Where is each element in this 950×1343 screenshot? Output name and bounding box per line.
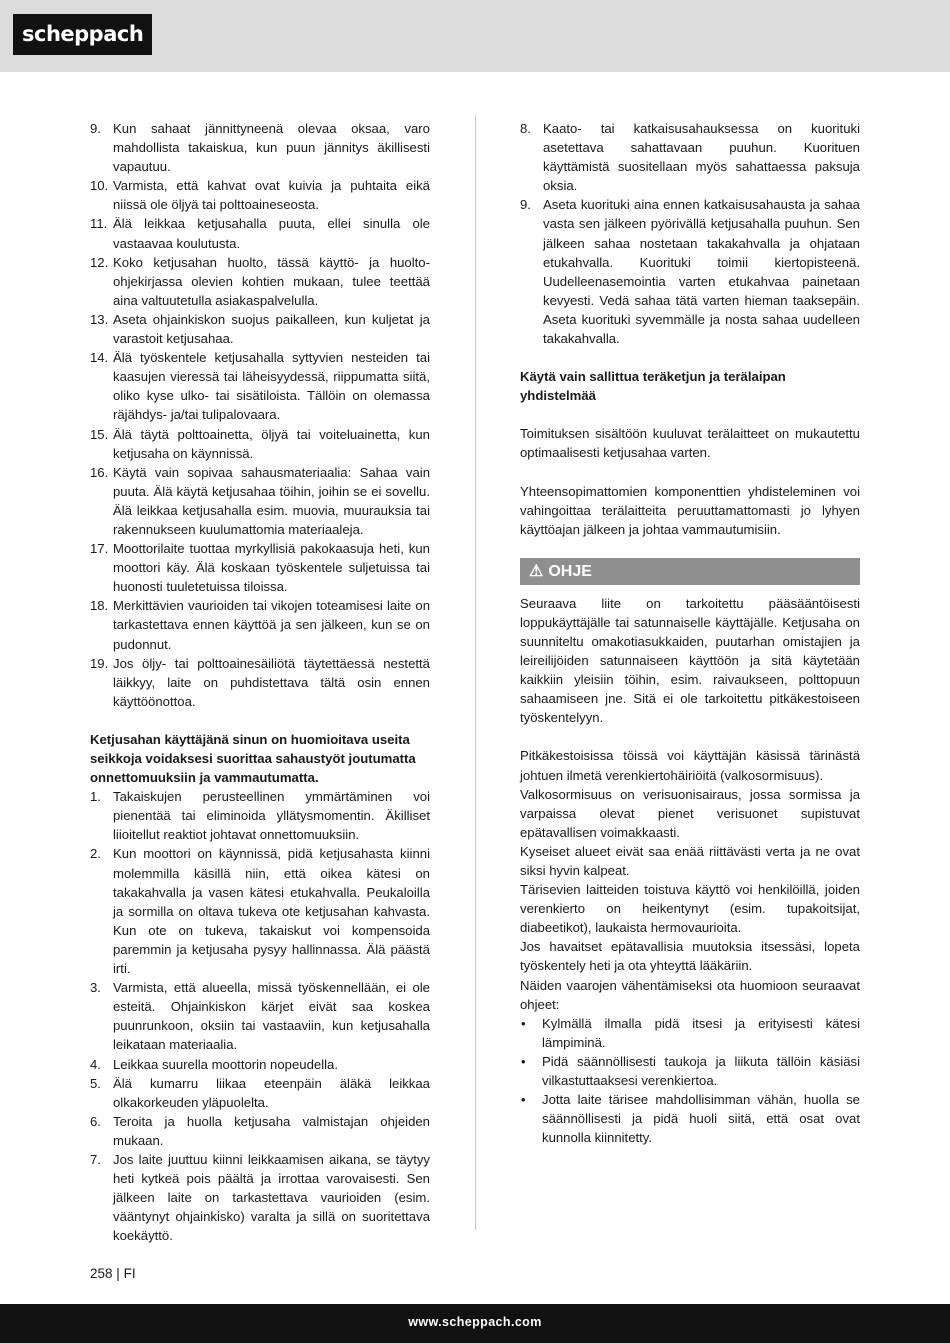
bullet-text: Kylmällä ilmalla pidä itsesi ja erityisesti kätesi lämpiminä. (542, 1015, 860, 1050)
list-item (90, 463, 430, 539)
list-item-number: 12. (90, 254, 109, 270)
paragraph-nerve-damage: Tärisevien laitteiden toistuva käyttö voi henkilöillä, joiden verenkierto on heikentynyt (esim. tupakoitsijat, diabeetikot), laukaista hermovaurioita. (520, 882, 860, 936)
list-item (90, 1112, 430, 1150)
list-item (90, 310, 430, 348)
column-divider (475, 115, 476, 1230)
list-item-number: 2. (90, 846, 101, 862)
language-code: FI (123, 1266, 136, 1281)
usage-list (90, 787, 430, 1245)
list-item-number: 6. (90, 1113, 101, 1129)
paragraph-blood-flow: Kyseiset alueet eivät saa enää riittävästi verta ja ne ovat siksi hyvin kalpeat. (520, 843, 860, 878)
list-item-number: 17. (90, 541, 109, 557)
page-number (90, 1266, 136, 1281)
paragraph-white-finger: Valkosormisuus on verisuonisairaus, jossa sormissa ja varpaissa olevat pienet verisuonet supistuvat epätavallisen voimakkaasti. (520, 786, 860, 840)
paragraph-incompatible: Yhteensopimattomien komponenttien yhdisteleminen voi vahingoittaa terälaitteita peruuttamattomasti jo lyhyen käyttöajan jälkeen ja johtaa vammautumisiin. (520, 483, 860, 537)
list-item (90, 844, 430, 978)
list-item (520, 195, 860, 348)
list-item (90, 119, 430, 176)
bullet-mark: • (521, 1015, 526, 1031)
list-item-text: Aseta ohjainkiskon suojus paikalleen, kun kuljetat ja varastoit ketjusahaa. (113, 311, 430, 347)
support-list (520, 119, 860, 348)
page-number-value: 258 (90, 1266, 113, 1281)
warning-triangle-icon: ⚠ (529, 562, 544, 580)
list-item-number: 10. (90, 178, 109, 194)
list-item-text: Teroita ja huolla ketjusaha valmistajan ohjeiden mukaan. (113, 1113, 430, 1148)
notice-text: Seuraava liite on tarkoitettu pääsääntöisesti loppukäyttäjälle tai satunnaiselle käyttäjälle. Ketjusaha on suunniteltu omakotiasukkaiden, puutarhan omistajien ja leireilijöiden satunnaiseen käyttöön ja sitä käytetään kaikkiin yleisiin töihin, esim. raivaukseen, polttopuun sahaamiseen jne. Sitä ei ole tarkoitettu pitkäkestoiseen työskentelyyn. (520, 595, 860, 726)
list-item-number: 1. (90, 789, 101, 805)
list-item-text: Älä työskentele ketjusahalla syttyvien nesteiden tai kaasujen vieressä tai läheisyydessä, riippumatta siitä, oliko kyse ulko- tai sisätiloista. Tällöin on olemassa räjähdys- ja/tai tulipalovaara. (113, 350, 430, 423)
footer-bar (0, 1304, 950, 1343)
list-item (90, 1074, 430, 1112)
list-item-text: Kaato- tai katkaisusahauksessa on kuorituki asetettava sahattavaan puuhun. Kuorituen käyttämistä suositellaan myös sahattaessa paksuja oksia. (543, 121, 860, 194)
list-item-number: 9. (90, 121, 101, 136)
bullet-item (520, 1014, 860, 1052)
list-item-number: 9. (520, 197, 531, 213)
list-item-text: Jos öljy- tai polttoainesäiliötä täytettäessä nestettä läikkyy, laite on puhdistettava tältä osin ennen käyttöönottoa. (113, 655, 430, 709)
paragraph-delivery: Toimituksen sisältöön kuuluvat terälaitteet on mukautettu optimaalisesti ketjusahaa varten. (520, 426, 860, 461)
list-item-number: 15. (90, 426, 109, 442)
bullet-mark: • (521, 1053, 526, 1069)
list-item-number: 16. (90, 464, 109, 480)
list-item-text: Aseta kuorituki aina ennen katkaisusahausta ja sahaa vasta sen jälkeen pyörivällä ketjusahalla puuhun. Sen jälkeen sahaa nostetaan takakahvalla ja ohjataan etukahvalla. Kuorituki toimii kiertopisteenä. Uudelleenasemointia varten etukahvaa painetaan kevyesti. Vedä sahaa tätä varten hieman taaksepäin. Aseta kuorituki syvemmälle ja nosta sahaa uudelleen takakahvalla. (543, 197, 860, 347)
list-item-number: 4. (90, 1056, 101, 1072)
list-item (90, 176, 430, 214)
safety-list-continued (90, 119, 430, 711)
header-bar (0, 0, 950, 72)
list-item-text: Merkittävien vaurioiden tai vikojen toteamisesi laite on tarkastettava ennen käyttöä ja sen jälkeen, kun se on pudonnut. (113, 598, 430, 652)
bullet-list (520, 1014, 860, 1148)
scheppach-logo: scheppach (13, 14, 152, 55)
paragraph-see-doctor: Jos havaitset epätavallisia muutoksia itsessäsi, lopeta työskentely heti ja ota yhteyttä lääkäriin. (520, 939, 860, 974)
list-item (90, 787, 430, 844)
paragraph-instructions-intro: Näiden vaarojen vähentämiseksi ota huomioon seuraavat ohjeet: (520, 977, 860, 1012)
list-item-number: 8. (520, 121, 531, 136)
list-item-text: Kun moottori on käynnissä, pidä ketjusahasta kiinni molemmilla käsillä niin, että oikea kätesi on takakahvalla ja vasen kätesi etukahvalla. Peukaloilla ja sormilla on oltava tukeva ote ketjusahan kahvasta. Kun ote on tukeva, takaiskut voi kompensoida paremmin ja ketjusaha pysyy hallinnassa. Älä päästä irti. (113, 846, 430, 977)
footer-url[interactable]: www.scheppach.com (408, 1315, 542, 1329)
list-item-number: 7. (90, 1151, 101, 1167)
list-item (90, 539, 430, 596)
list-item (90, 1055, 430, 1074)
list-item-number: 14. (90, 350, 109, 366)
list-item (90, 425, 430, 463)
list-item-text: Kun sahaat jännittyneenä olevaa oksaa, varo mahdollista takaiskua, kun puun jännitys äkillisesti vapautuu. (113, 121, 430, 175)
list-item-text: Takaiskujen perusteellinen ymmärtäminen voi pienentää tai eliminoida yllätysmomentin. Äkilliset liioitellut reaktiot johtavat onnettomuuksiin. (113, 789, 430, 843)
list-item-number: 18. (90, 598, 109, 614)
list-item-text: Leikkaa suurella moottorin nopeudella. (113, 1056, 338, 1072)
list-item-text: Moottorilaite tuottaa myrkyllisiä pakokaasuja heti, kun moottori käy. Älä koskaan työskentele suljetuissa tai huonosti tuuletetuissa tiloissa. (113, 541, 430, 595)
bullet-text: Pidä säännöllisesti taukoja ja liikuta tällöin käsiäsi vilkastuttaaksesi verenkiertoa. (542, 1053, 860, 1089)
list-item (520, 119, 860, 195)
list-item (90, 214, 430, 252)
bullet-item (520, 1052, 860, 1090)
section-heading-chain-combo: Käytä vain sallittua teräketjun ja terälaipan yhdistelmää (520, 369, 786, 404)
list-item-text: Varmista, että kahvat ovat kuivia ja puhtaita eikä niissä ole öljyä tai polttoaineseosta. (113, 178, 430, 213)
page-separator: | (116, 1266, 120, 1281)
list-item (90, 978, 430, 1054)
list-item (90, 253, 430, 310)
left-column (90, 119, 430, 1245)
notice-banner (520, 558, 860, 585)
list-item-text: Älä leikkaa ketjusahalla puuta, ellei sinulla ole vastaavaa koulutusta. (113, 216, 430, 251)
bullet-mark: • (521, 1092, 526, 1108)
list-item-number: 5. (90, 1075, 101, 1091)
list-item-text: Älä täytä polttoainetta, öljyä tai voiteluainetta, kun ketjusaha on käynnissä. (113, 426, 430, 461)
list-item-number: 11. (90, 216, 108, 232)
list-item-number: 19. (90, 655, 109, 671)
list-item (90, 348, 430, 424)
paragraph-vibration: Pitkäkestoisissa töissä voi käyttäjän käsissä tärinästä johtuen ilmetä verenkiertohäiriöitä (valkosormisuus). (520, 748, 860, 783)
bullet-item (520, 1090, 860, 1147)
list-item (90, 1150, 430, 1245)
right-column (520, 119, 860, 1147)
list-item-text: Jos laite juuttuu kiinni leikkaamisen aikana, se täytyy heti kytkeä pois päältä ja irrottaa varovaisesti. Sen jälkeen laite on tarkastettava vaurioiden (esim. vääntynyt ohjainkisko) varalta ja sillä on suoritettava koekäyttö. (113, 1151, 430, 1244)
list-item (90, 596, 430, 653)
list-item-text: Älä kumarru liikaa eteenpäin äläkä leikkaa olkakorkeuden yläpuolelta. (113, 1075, 430, 1110)
list-item-text: Käytä vain sopivaa sahausmateriaalia: Sahaa vain puuta. Älä käytä ketjusahaa töihin, joihin se ei sovellu. Älä leikkaa ketjusahalla esim. muovia, muurauksia tai rakennukseen kuulumattomia materiaaleja. (113, 464, 430, 537)
list-item-number: 13. (90, 311, 109, 327)
list-item-number: 3. (90, 980, 101, 996)
notice-label: OHJE (548, 562, 592, 580)
section-heading-usage: Ketjusahan käyttäjänä sinun on huomioitava useita seikkoja voidaksesi suorittaa sahaustyöt joutumatta onnettomuuksiin ja vammautumatta. (90, 731, 416, 786)
list-item (90, 654, 430, 711)
bullet-text: Jotta laite tärisee mahdollisimman vähän, huolla se säännöllisesti ja pidä huoli siitä, että osat ovat kunnolla kiinnitetty. (542, 1092, 860, 1146)
list-item-text: Varmista, että alueella, missä työskennellään, ei ole esteitä. Ohjainkiskon kärjet eivät saa koskea puunrunkoon, oksiin tai vastaaviin, kun ketjusahalla leikataan materiaalia. (113, 980, 430, 1053)
list-item-text: Koko ketjusahan huolto, tässä käyttö- ja huolto-ohjekirjassa olevien kohtien mukaan, tulee teettää aina valtuutetulla asiakaspalvelulla. (113, 254, 430, 308)
